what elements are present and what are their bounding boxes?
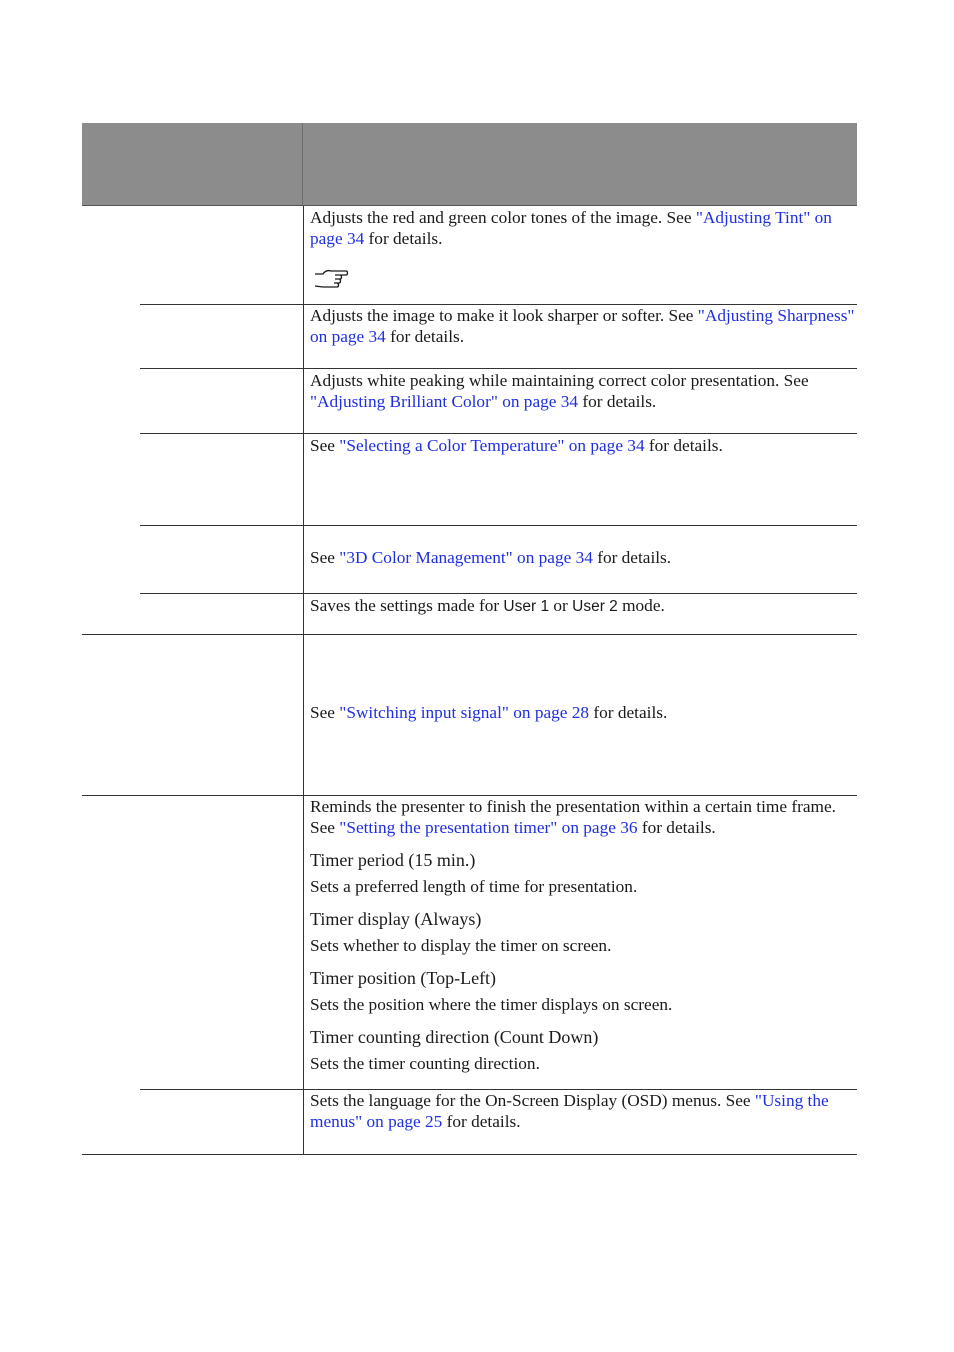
- input-text-end: for details.: [589, 703, 668, 722]
- timer-direction-desc: Sets the timer counting direction.: [310, 1054, 540, 1073]
- timer-position-title: Timer position (Top-Left): [310, 968, 497, 988]
- row-rule: [140, 593, 857, 594]
- timer-display-title: Timer display (Always): [310, 909, 482, 929]
- timer-direction-title: Timer counting direction (Count Down): [310, 1027, 599, 1047]
- brilliant-text: Adjusts white peaking while maintaining correct color presentation. See: [310, 371, 809, 390]
- save-text-end: mode.: [617, 596, 665, 615]
- input-text: See: [310, 703, 340, 722]
- header-bottom-rule: [82, 205, 857, 206]
- header-divider: [302, 123, 303, 206]
- pointing-hand-icon: [313, 268, 351, 295]
- timer-display-desc: Sets whether to display the timer on screen.: [310, 936, 612, 955]
- save-description: [310, 595, 855, 617]
- sharpness-text: Adjusts the image to make it look sharper or softer. See: [310, 306, 698, 325]
- column-divider: [303, 206, 304, 1154]
- temperature-text: See: [310, 436, 340, 455]
- row-rule: [140, 368, 857, 369]
- timer-period-title: Timer period (15 min.): [310, 850, 476, 870]
- tint-text: Adjusts the red and green color tones of the image. See: [310, 208, 696, 227]
- sharpness-text-end: for details.: [385, 327, 465, 346]
- sharpness-link[interactable]: "Adjusting Sharpness" on page 34: [310, 306, 855, 346]
- timer-text: Reminds the presenter to finish the presentation within a certain time frame. See: [310, 797, 836, 837]
- tint-text-end: for details.: [364, 229, 443, 248]
- brilliant-text-end: for details.: [578, 392, 657, 411]
- timer-description: [310, 796, 855, 1074]
- tint-description: [310, 207, 855, 249]
- sharpness-description: [310, 305, 855, 347]
- save-text-mid: or: [549, 596, 573, 615]
- timer-text-end: for details.: [637, 818, 716, 837]
- color3d-text: See: [310, 548, 340, 567]
- temperature-link[interactable]: "Selecting a Color Temperature" on page 34: [339, 436, 645, 455]
- row-rule: [140, 525, 857, 526]
- language-text: Sets the language for the On-Screen Display (OSD) menus. See: [310, 1091, 755, 1110]
- tint-link[interactable]: "Adjusting Tint" on page 34: [310, 208, 832, 248]
- table-bottom-rule: [82, 1154, 857, 1155]
- user2-label: User 2: [572, 598, 618, 615]
- row-rule: [140, 433, 857, 434]
- save-text: Saves the settings made for: [310, 596, 504, 615]
- language-description: [310, 1090, 855, 1132]
- table-header: [82, 123, 857, 206]
- language-text-end: for details.: [442, 1112, 521, 1131]
- color3d-link[interactable]: "3D Color Management" on page 34: [339, 548, 593, 567]
- color3d-description: [310, 547, 855, 568]
- input-description: [310, 702, 855, 723]
- color3d-text-end: for details.: [592, 548, 672, 567]
- section-rule: [82, 634, 857, 635]
- timer-link[interactable]: "Setting the presentation timer" on page 36: [339, 818, 638, 837]
- brilliant-link[interactable]: "Adjusting Brilliant Color" on page 34: [310, 392, 579, 411]
- timer-position-desc: Sets the position where the timer displays on screen.: [310, 995, 673, 1014]
- temperature-text-end: for details.: [644, 436, 723, 455]
- brilliant-description: [310, 370, 855, 412]
- temperature-description: [310, 435, 855, 456]
- language-link[interactable]: "Using the menus" on page 25: [310, 1091, 829, 1131]
- user1-label: User 1: [503, 598, 550, 615]
- input-link[interactable]: "Switching input signal" on page 28: [339, 703, 590, 722]
- timer-period-desc: Sets a preferred length of time for presentation.: [310, 877, 638, 896]
